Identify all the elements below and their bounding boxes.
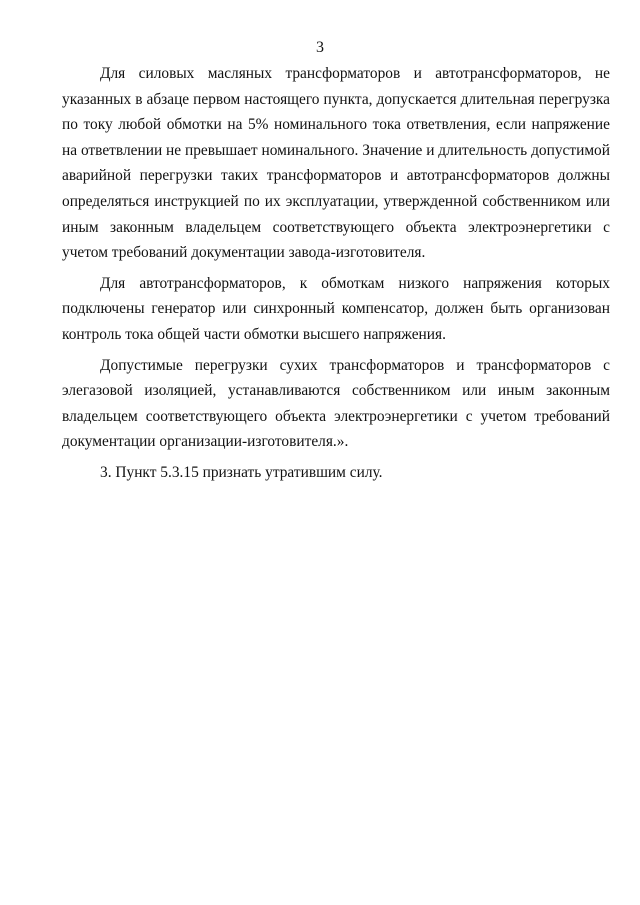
paragraph-autotransformer-control: Для автотрансформаторов, к обмоткам низкого напряжения которых подключены генератор или синхронный компенсатор, должен быть организован контроль тока общей части обмотки высшего напряжения. — [62, 274, 610, 343]
paragraph-transformer-overload: Для силовых масляных трансформаторов и автотрансформаторов, не указанных в абзаце первом настоящего пункта, допускается длительная перегрузка по току любой обмотки на 5% номинального тока ответвления, если напряжение на ответвлении не превышает номинального. Значение и длительность допустимой аварийной перегрузки таких трансформаторов и автотрансформаторов должны определяться инструкцией по их эксплуатации, утвержденной собственником или иным законным владельцем соответствующего объекта электроэнергетики с учетом требований документации завода-изготовителя. — [62, 65, 610, 262]
paragraph-dry-transformers: Допустимые перегрузки сухих трансформаторов и трансформаторов с элегазовой изоляцией, устанавливаются собственником или иным законным владельцем соответствующего объекта электроэнергетики с учетом требований документации организации-изготовителя.». — [62, 356, 610, 451]
page-number: 3 — [316, 39, 324, 56]
document-body — [62, 61, 610, 491]
paragraph-item-3: 3. Пункт 5.3.15 признать утратившим силу. — [100, 463, 383, 481]
